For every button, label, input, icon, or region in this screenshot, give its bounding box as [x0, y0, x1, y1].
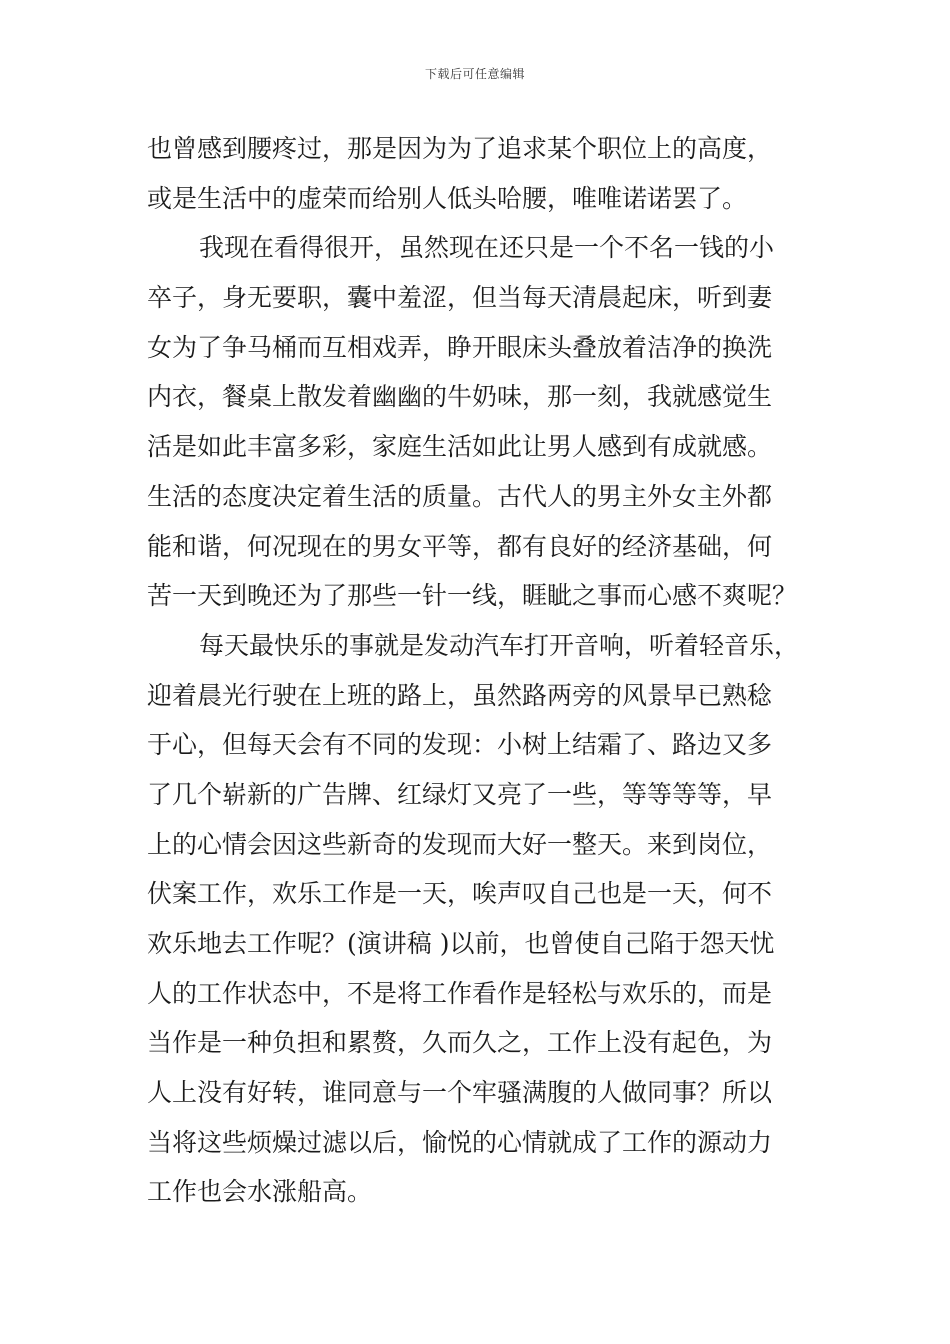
text-line: 人的工作状态中，不是将工作看作是轻松与欢乐的，而是 — [147, 978, 773, 1008]
text-line: 当作是一种负担和累赘，久而久之，工作上没有起色，为 — [147, 1028, 773, 1058]
page-header: 下载后可任意编辑 — [424, 67, 525, 81]
text-line: 伏案工作，欢乐工作是一天，唉声叹自己也是一天，何不 — [147, 879, 773, 909]
text-line: 或是生活中的虚荣而给别人低头哈腰，唯唯诺诺罢了。 — [147, 183, 748, 213]
text-line: 内衣，餐桌上散发着幽幽的牛奶味，那一刻，我就感觉生 — [147, 382, 773, 412]
text-line: 了几个崭新的广告牌、红绿灯又亮了一些，等等等等，早 — [147, 779, 773, 809]
text-line: 女为了争马桶而互相戏弄，睁开眼床头叠放着洁净的换洗 — [147, 332, 773, 362]
document-body — [147, 124, 831, 1217]
text-line: 欢乐地去工作呢？(演讲稿 )以前，也曾使自己陷于怨天忧 — [147, 929, 775, 958]
text-line: 上的心情会因这些新奇的发现而大好一整天。来到岗位， — [147, 829, 773, 859]
text-line: 于心，但每天会有不同的发现：小树上结霜了、路边又多 — [147, 730, 773, 760]
text-line: 也曾感到腰疼过，那是因为为了追求某个职位上的高度， — [147, 134, 773, 163]
text-line: 工作也会水涨船高。 — [147, 1177, 373, 1207]
text-line: 每天最快乐的事就是发动汽车打开音响，听着轻音乐， — [199, 630, 800, 660]
text-line: 苦一天到晚还为了那些一针一线，睚眦之事而心感不爽呢？ — [147, 581, 798, 611]
text-line: 当将这些烦燥过滤以后，愉悦的心情就成了工作的源动力 — [147, 1127, 773, 1157]
text-line: 迎着晨光行驶在上班的路上，虽然路两旁的风景早已熟稔 — [147, 680, 773, 710]
text-line: 卒子，身无要职，囊中羞涩，但当每天清晨起床，听到妻 — [147, 283, 773, 313]
text-line: 生活的态度决定着生活的质量。古代人的男主外女主外都 — [147, 481, 773, 511]
text-line: 我现在看得很开，虽然现在还只是一个不名一钱的小 — [199, 233, 775, 263]
text-line: 能和谐，何况现在的男女平等，都有良好的经济基础，何 — [147, 531, 773, 561]
text-line: 活是如此丰富多彩，家庭生活如此让男人感到有成就感。 — [147, 432, 773, 462]
text-line: 人上没有好转，谁同意与一个牢骚满腹的人做同事？所以 — [147, 1078, 773, 1108]
